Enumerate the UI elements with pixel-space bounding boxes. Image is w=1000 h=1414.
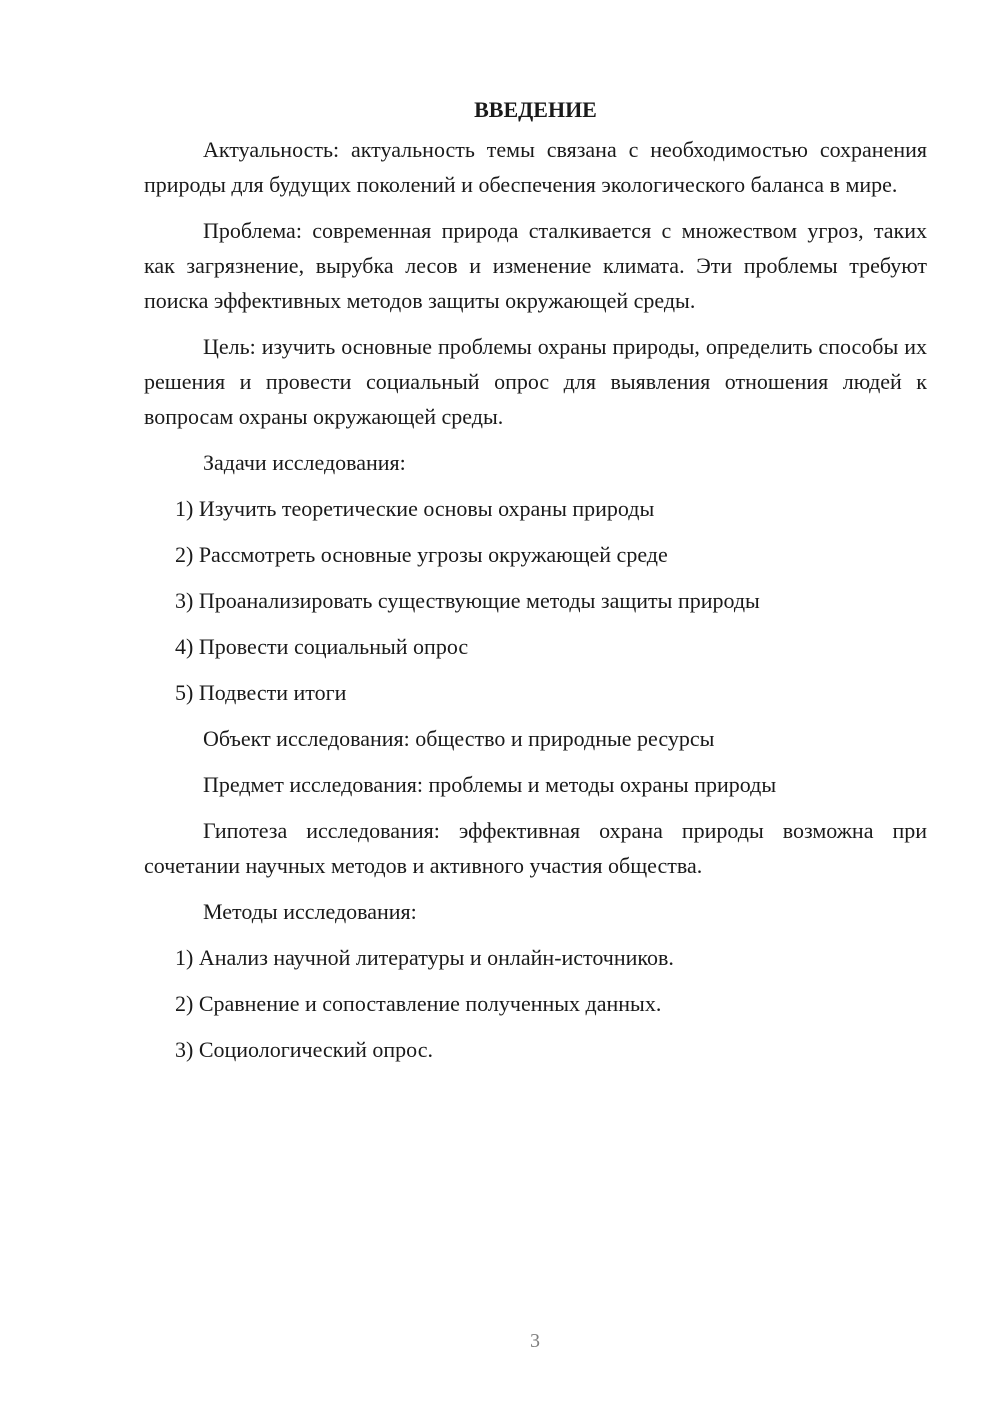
method-item: 2) Сравнение и сопоставление полученных данных.	[175, 991, 662, 1016]
tasks-heading: Задачи исследования:	[203, 450, 406, 475]
task-item: 5) Подвести итоги	[175, 680, 347, 705]
task-item: 1) Изучить теоретические основы охраны природы	[175, 496, 655, 521]
document-page	[144, 88, 927, 1078]
relevance-paragraph: Актуальность: актуальность темы связана с необходимостью сохранения природы для будущих поколений и обеспечения экологического баланса в мире.	[144, 137, 927, 197]
problem-paragraph: Проблема: современная природа сталкивается с множеством угроз, таких как загрязнение, вырубка лесов и изменение климата. Эти проблемы требуют поиска эффективных методов защиты окружающей среды.	[144, 218, 927, 313]
page-number: 3	[530, 1330, 540, 1352]
research-object: Объект исследования: общество и природные ресурсы	[203, 726, 715, 751]
task-item: 4) Провести социальный опрос	[175, 634, 469, 659]
method-item: 1) Анализ научной литературы и онлайн-источников.	[175, 945, 674, 970]
task-item: 3) Проанализировать существующие методы защиты природы	[175, 588, 760, 613]
method-item: 3) Социологический опрос.	[175, 1037, 433, 1062]
methods-heading: Методы исследования:	[203, 899, 417, 924]
hypothesis-paragraph: Гипотеза исследования: эффективная охрана природы возможна при сочетании научных методов и активного участия общества.	[144, 818, 927, 878]
goal-paragraph: Цель: изучить основные проблемы охраны природы, определить способы их решения и провести социальный опрос для выявления отношения людей к вопросам охраны окружающей среды.	[144, 334, 927, 429]
task-item: 2) Рассмотреть основные угрозы окружающей среде	[175, 542, 668, 567]
research-subject: Предмет исследования: проблемы и методы охраны природы	[203, 772, 777, 797]
section-title: ВВЕДЕНИЕ	[474, 97, 597, 122]
